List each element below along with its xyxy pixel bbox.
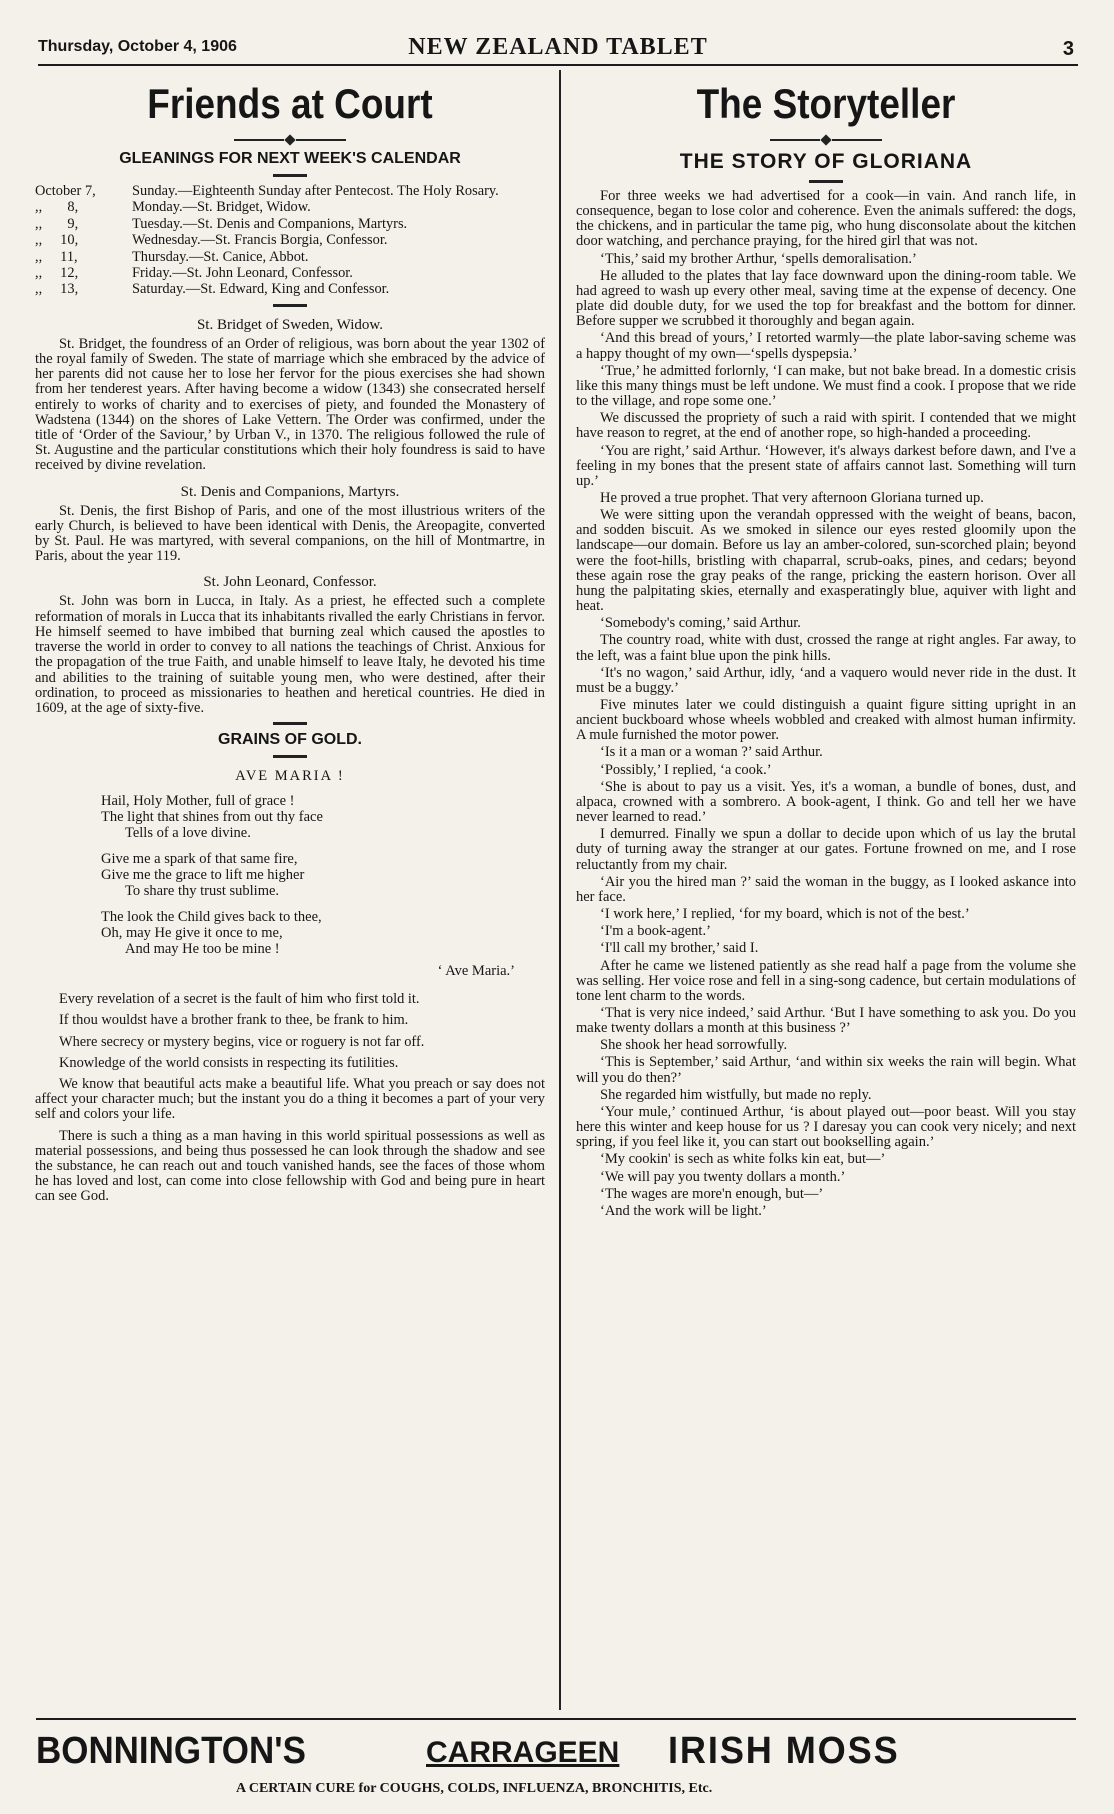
story-paragraph: ‘This is September,’ said Arthur, ‘and within six weeks the rain will begin. What will you do then?’: [576, 1054, 1076, 1086]
page-number: 3: [1062, 38, 1074, 60]
calendar-date: ,, 8,: [35, 199, 79, 216]
bridget-heading: St. Bridget of Sweden, Widow.: [196, 316, 384, 333]
calendar-feast: Monday.—St. Bridget, Widow.: [132, 199, 311, 216]
calendar-date: ,, 12,: [35, 265, 79, 282]
calendar-row: [35, 265, 545, 281]
story-paragraph: We were sitting upon the verandah oppressed with the weight of beans, bacon, and sodden biscuit. As we smoked in silence our eyes rested gloomily upon the landscape—our domain. Before us lay an amber-colored, sun-scorched plain; beyond were the foot-hills, bristling with chaparral, scrub-oaks, pines, and cedars; beyond these again rose the gray peaks of the range, pricking the eastern horison. Over all hung the palpitating skies, eternally and exasperatingly blue, aquiver with light and heat.: [576, 507, 1076, 615]
story-paragraph: ‘True,’ he admitted forlornly, ‘I can make, but not bake bread. In a domestic crisis like this many things must be left undone. We must find a cook. I propose that we ride to the village, and rope some one.’: [576, 362, 1076, 410]
masthead-title: NEW ZEALAND TABLET: [408, 34, 708, 60]
john-heading: St. John Leonard, Confessor.: [203, 574, 377, 591]
story-paragraph: ‘My cookin' is sech as white folks kin eat, but—’: [600, 1151, 886, 1168]
storyteller-title: The Storyteller: [696, 80, 956, 127]
poem-line: Tells of a love divine.: [125, 825, 251, 842]
calendar-feast: Saturday.—St. Edward, King and Confessor.: [132, 281, 390, 298]
issue-date: Thursday, October 4, 1906: [38, 38, 237, 55]
denis-heading: St. Denis and Companions, Martyrs.: [180, 483, 400, 500]
poem-line: And may He too be mine !: [125, 941, 280, 958]
story-paragraph: She shook her head sorrowfully.: [600, 1037, 788, 1054]
story-title: THE STORY OF GLORIANA: [679, 150, 973, 173]
calendar-date: ,, 13,: [35, 281, 79, 298]
short-rule: [273, 174, 307, 177]
story-paragraph: ‘She is about to pay us a visit. Yes, it's a woman, a bundle of bones, dust, and alpaca, crowned with a sombrero. A book-agent, I think. Go and tell her we have never learned to read.’: [576, 778, 1076, 826]
poem-stanza: [101, 793, 545, 841]
story-paragraph: For three weeks we had advertised for a cook—in vain. And ranch life, in consequence, began to lose color and coherence. Even the animals suffered: the dogs, the chickens, and in particular the tame pig, who hung disconsolate about the kitchen door watching, and perchance praying, for the hired girl that was not.: [576, 188, 1076, 250]
poem-title: AVE MARIA !: [235, 768, 345, 785]
advertisement-banner: [36, 1718, 1076, 1810]
ornament-divider: [576, 136, 1076, 144]
denis-paragraph: St. Denis, the first Bishop of Paris, and one of the most illustrious writers of the early Church, is believed to have been identical with Denis, the Areopagite, converted by St. Paul. He was martyred, with several companions, on the hill of Montmartre, in Paris, about the year 119.: [35, 502, 545, 565]
maxim-paragraph: If thou wouldst have a brother frank to thee, be frank to him.: [59, 1012, 409, 1029]
poem-stanza: [101, 909, 545, 957]
calendar-feast: Thursday.—St. Canice, Abbot.: [132, 248, 309, 265]
maxim-paragraph: Knowledge of the world consists in respecting its futilities.: [59, 1054, 399, 1071]
poem-line: To share thy trust sublime.: [125, 883, 280, 900]
story-paragraph: He proved a true prophet. That very afternoon Gloriana turned up.: [600, 489, 984, 506]
story-paragraph: He alluded to the plates that lay face downward upon the dining-room table. We had agreed to wash up every other meal, saving time at the expense of decency. One plate did double duty, for we used the top for breakfast and the bottom for dinner. Before supper we scrubbed it thoroughly and began again.: [576, 267, 1076, 330]
story-paragraph: We discussed the propriety of such a raid with spirit. I contended that we might have reason to regret, at the end of another rope, so high-handed a proceeding.: [576, 410, 1076, 442]
story-paragraph: ‘It's no wagon,’ said Arthur, idly, ‘and a vaquero would never ride in the dust. It must be a buggy.’: [576, 664, 1076, 696]
calendar-row: [35, 249, 545, 265]
story-paragraph: ‘You are right,’ said Arthur. ‘However, it's always darkest before dawn, and I've a feeling in my bones that the present state of affairs cannot last. Something will turn up.’: [576, 442, 1076, 489]
calendar-date: October 7,: [35, 183, 96, 199]
calendar-feast: Tuesday.—St. Denis and Companions, Martyrs.: [132, 215, 408, 232]
story-body: [576, 189, 1076, 1219]
story-paragraph: ‘We will pay you twenty dollars a month.’: [600, 1168, 846, 1185]
calendar-feast: Friday.—St. John Leonard, Confessor.: [132, 265, 353, 282]
ornament-divider: [35, 136, 545, 144]
calendar-row: [35, 281, 545, 297]
short-rule: [809, 180, 843, 183]
story-paragraph: ‘Air you the hired man ?’ said the woman in the buggy, as I looked askance into her face.: [576, 873, 1076, 905]
calendar-subtitle: GLEANINGS FOR NEXT WEEK'S CALENDAR: [119, 150, 461, 167]
story-paragraph: ‘Somebody's coming,’ said Arthur.: [600, 615, 801, 632]
john-paragraph: St. John was born in Lucca, in Italy. As a priest, he effected such a complete reformation of morals in Lucca that its inhabitants rivalled the early Christians in fervor. He himself seemed to have imbibed that burning zeal which caused the apostles to traverse the world in order to convey to all nations the teachings of Christ. Anxious for the propagation of the true Faith, and unable himself to leave Italy, he devoted his time and abilities to the training of suitable young men, who were destined, after their ordination, to proceed as missionaries to heathen and heretical countries. He died in 1609, at the age of sixty-five.: [35, 593, 545, 716]
story-paragraph: ‘This,’ said my brother Arthur, ‘spells demoralisation.’: [600, 250, 917, 267]
maxim-paragraph: We know that beautiful acts make a beautiful life. What you preach or say does not affect your character much; but the instant you do a thing it becomes a part of your very self and colors your life.: [35, 1075, 545, 1123]
calendar-list: [35, 183, 545, 298]
poem-attribution: ‘ Ave Maria.’: [437, 963, 515, 980]
story-paragraph: Five minutes later we could distinguish a quaint figure sitting upright in an ancient buckboard whose wheels wobbled and creaked with almost human infirmity. A mule furnished the motor power.: [576, 697, 1076, 744]
poem-line: Oh, may He give it once to me,: [101, 925, 283, 942]
short-rule: [273, 304, 307, 307]
story-paragraph: ‘The wages are more'n enough, but—’: [600, 1185, 824, 1202]
story-paragraph: ‘Your mule,’ continued Arthur, ‘is about played out—poor beast. Will you stay here this winter and keep house for us ? I daresay you can cook very nicely; and next spring, if you feel like it, you can start out bookselling again.’: [576, 1103, 1076, 1151]
ad-brand: BONNINGTON'S: [36, 1730, 306, 1772]
calendar-row: [35, 183, 545, 199]
ad-product: IRISH MOSS: [668, 1730, 900, 1772]
calendar-row: [35, 199, 545, 215]
poem-line: Give me the grace to lift me higher: [101, 867, 305, 884]
calendar-date: ,, 9,: [35, 215, 79, 232]
calendar-feast: Wednesday.—St. Francis Borgia, Confessor.: [132, 232, 388, 249]
story-paragraph: ‘I'll call my brother,’ said I.: [600, 940, 759, 957]
calendar-row: [35, 216, 545, 232]
maxim-paragraph: Every revelation of a secret is the fault of him who first told it.: [59, 991, 420, 1008]
story-paragraph: ‘And the work will be light.’: [600, 1202, 767, 1219]
calendar-feast: Sunday.—Eighteenth Sunday after Pentecost. The Holy Rosary.: [132, 183, 499, 199]
grains-of-gold-title: GRAINS OF GOLD.: [218, 731, 362, 749]
story-paragraph: ‘That is very nice indeed,’ said Arthur. ‘But I have something to ask you. Do you make twenty dollars a month at this business ?’: [576, 1004, 1076, 1037]
calendar-date: ,, 11,: [35, 248, 78, 265]
short-rule: [273, 755, 307, 758]
story-paragraph: ‘Is it a man or a woman ?’ said Arthur.: [600, 744, 823, 761]
story-paragraph: The country road, white with dust, crossed the range at right angles. Far away, to the left, was a faint blue upon the pink hills.: [576, 632, 1076, 664]
maxim-paragraph: There is such a thing as a man having in this world spiritual possessions as well as material possessions, and being thus possessed he can look through the shadow and see the substance, he can reach out and touch vanished hands, see the faces of those whom he has loved and lost, can come into close fellowship with God and being pure in heart can see God.: [35, 1127, 545, 1205]
short-rule: [273, 722, 307, 725]
column-divider: [559, 70, 561, 1710]
story-paragraph: She regarded him wistfully, but made no reply.: [600, 1086, 872, 1103]
poem-line: Hail, Holy Mother, full of grace !: [101, 793, 295, 810]
story-paragraph: After he came we listened patiently as she read half a page from the volume she was selling. Her voice rose and fell in a sing-song cadence, but certain modulations of tone lent charm to the words.: [576, 957, 1076, 1004]
maxim-paragraph: Where secrecy or mystery begins, vice or roguery is not far off.: [59, 1033, 425, 1050]
left-column: [35, 72, 545, 1710]
story-paragraph: ‘I'm a book-agent.’: [600, 923, 711, 940]
bridget-paragraph: St. Bridget, the foundress of an Order of religious, was born about the year 1302 of the royal family of Sweden. The state of marriage which she embraced by the advice of her parents did not cause her to lose her fervor for the pious exercises she had shown from her tenderest years. After having become a widow (1343) she consecrated herself entirely to works of charity and to exercises of piety, and founded the Monastery of Wadstena (1344) on the shores of Lake Vettern. The Order was confirmed, under the title of ‘Order of the Saviour,’ by Urban V., in 1370. The religious followed the rule of St. Augustine and the particular constitutions which their holy foundress is said to have received by divine revelation.: [35, 335, 545, 474]
ad-tagline: A CERTAIN CURE for COUGHS, COLDS, INFLUENZA, BRONCHITIS, Etc.: [236, 1781, 713, 1796]
poem-line: The look the Child gives back to thee,: [101, 909, 322, 926]
story-paragraph: ‘I work here,’ I replied, ‘for my board, which is not of the best.’: [600, 906, 970, 923]
calendar-row: [35, 232, 545, 248]
poem-line: Give me a spark of that same fire,: [101, 851, 298, 868]
poem-stanza: [101, 851, 545, 899]
right-column: [576, 72, 1076, 1710]
story-paragraph: I demurred. Finally we spun a dollar to decide upon which of us lay the brutal duty of turning away the stranger at our gates. Fortune frowned on me, and I rose reluctantly from my chair.: [576, 826, 1076, 873]
calendar-date: ,, 10,: [35, 232, 79, 249]
poem-line: The light that shines from out thy face: [101, 809, 323, 826]
page-header: [38, 36, 1078, 66]
friends-at-court-title: Friends at Court: [147, 80, 433, 127]
story-paragraph: ‘Possibly,’ I replied, ‘a cook.’: [600, 761, 772, 778]
ad-middle: CARRAGEEN: [426, 1736, 620, 1769]
story-paragraph: ‘And this bread of yours,’ I retorted warmly—the plate labor-saving scheme was a happy thought of my own—‘spells dyspepsia.’: [576, 330, 1076, 362]
